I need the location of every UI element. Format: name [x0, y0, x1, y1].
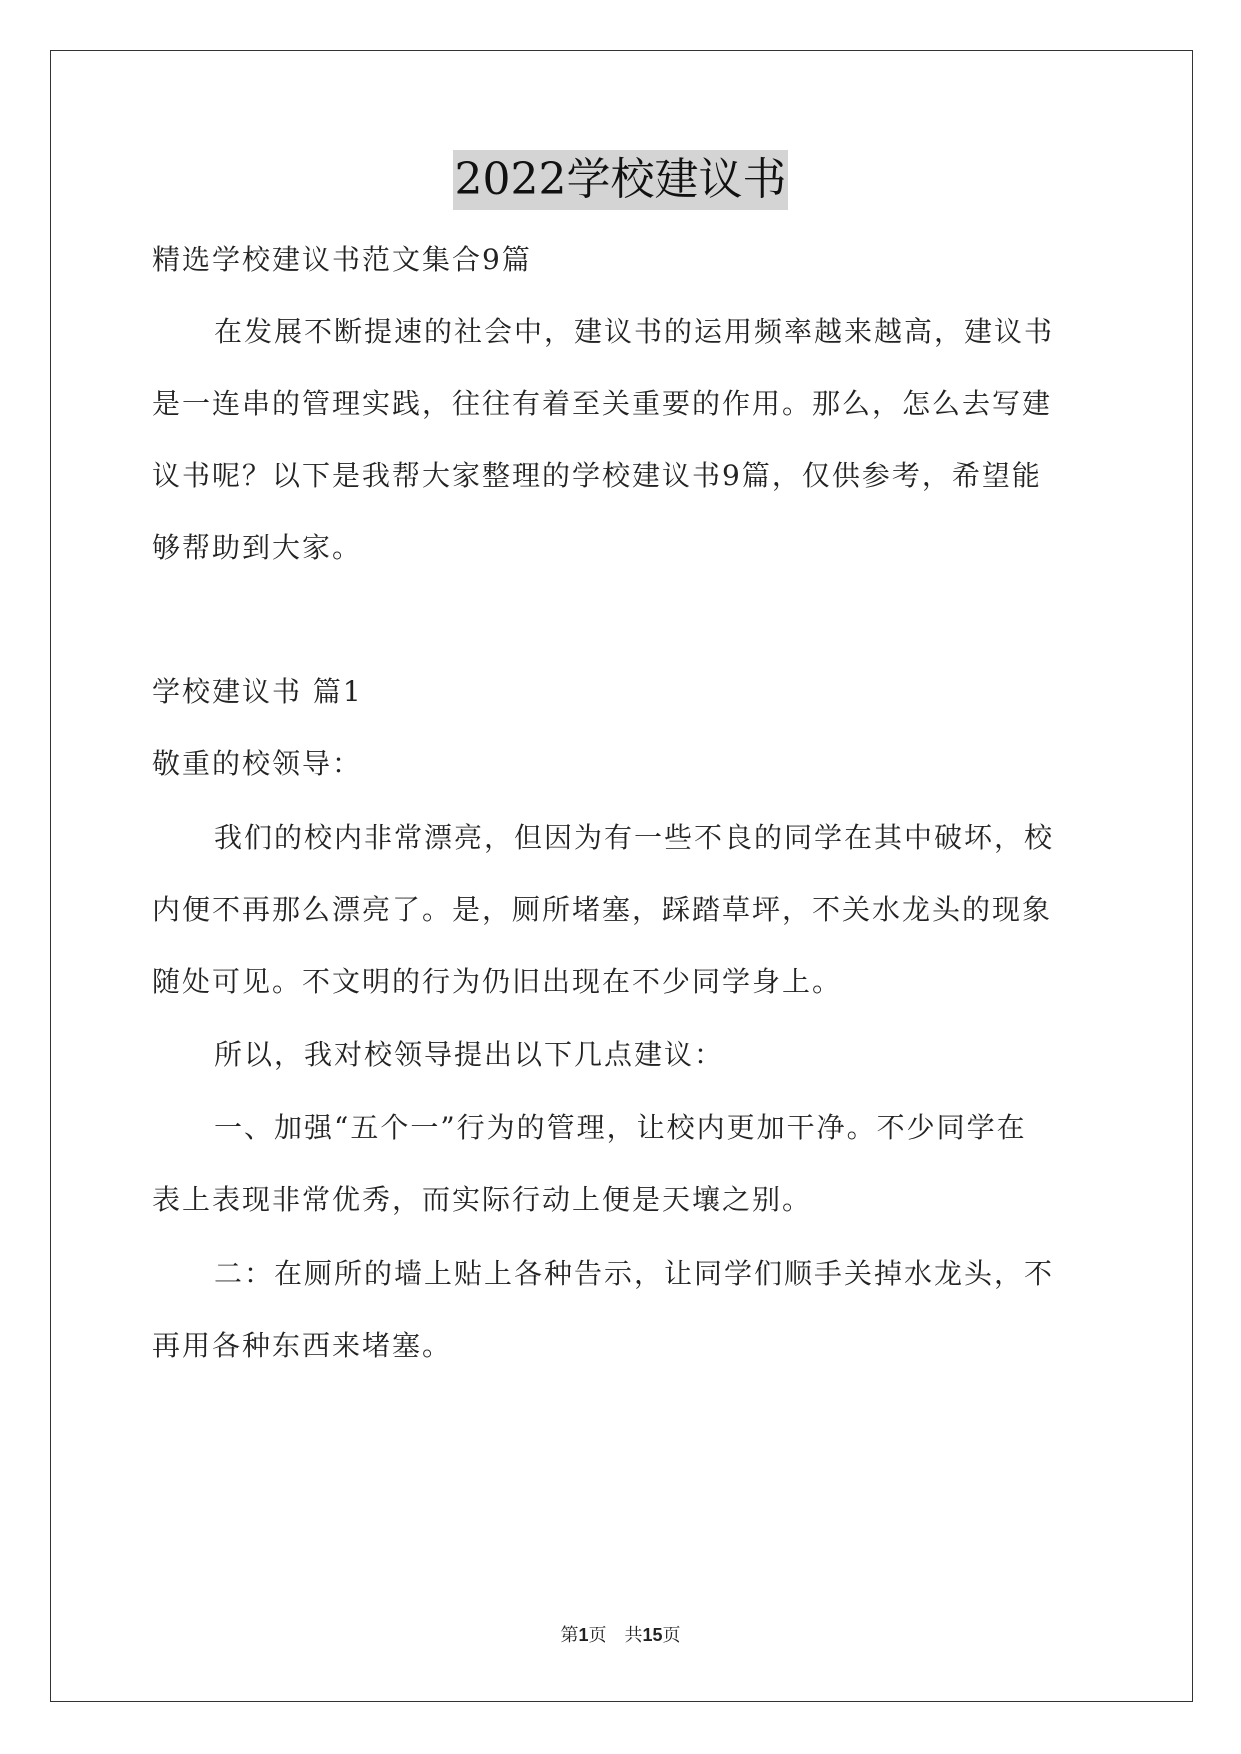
footer-page-number: 1 [578, 1625, 589, 1645]
para1-line-2: 内便不再那么漂亮了。是，厕所堵塞，踩踏草坪，不关水龙头的现象 [152, 893, 1053, 926]
page-footer [0, 1623, 1241, 1648]
salutation: 敬重的校领导： [152, 747, 363, 780]
page-border [50, 50, 1193, 1702]
intro-line-2: 是一连串的管理实践，往往有着至关重要的作用。那么，怎么去写建 [152, 387, 1053, 420]
para3-line-2: 表上表现非常优秀，而实际行动上便是天壤之别。 [152, 1183, 813, 1216]
para1-line-1: 我们的校内非常漂亮，但因为有一些不良的同学在其中破坏，校 [214, 821, 1055, 854]
para1-line-3: 随处可见。不文明的行为仍旧出现在不少同学身上。 [152, 965, 843, 998]
title-container [0, 150, 1241, 210]
document-title: 2022学校建议书 [453, 150, 789, 210]
section-heading: 学校建议书 篇1 [152, 675, 363, 708]
footer-middle: 页 共 [588, 1625, 643, 1646]
intro-line-4: 够帮助到大家。 [152, 531, 363, 564]
document-subtitle: 精选学校建议书范文集合9篇 [152, 243, 532, 276]
para4-line-2: 再用各种东西来堵塞。 [152, 1329, 453, 1362]
footer-prefix: 第 [560, 1625, 579, 1646]
intro-line-1: 在发展不断提速的社会中，建议书的运用频率越来越高，建议书 [214, 315, 1055, 348]
footer-suffix: 页 [662, 1625, 681, 1646]
intro-line-3: 议书呢？以下是我帮大家整理的学校建议书9篇，仅供参考，希望能 [152, 459, 1042, 492]
para2-line-1: 所以，我对校领导提出以下几点建议： [214, 1038, 725, 1071]
footer-total-pages: 15 [642, 1625, 663, 1645]
para3-line-1: 一、加强“五个一”行为的管理，让校内更加干净。不少同学在 [214, 1111, 1027, 1144]
para4-line-1: 二：在厕所的墙上贴上各种告示，让同学们顺手关掉水龙头，不 [214, 1257, 1055, 1290]
